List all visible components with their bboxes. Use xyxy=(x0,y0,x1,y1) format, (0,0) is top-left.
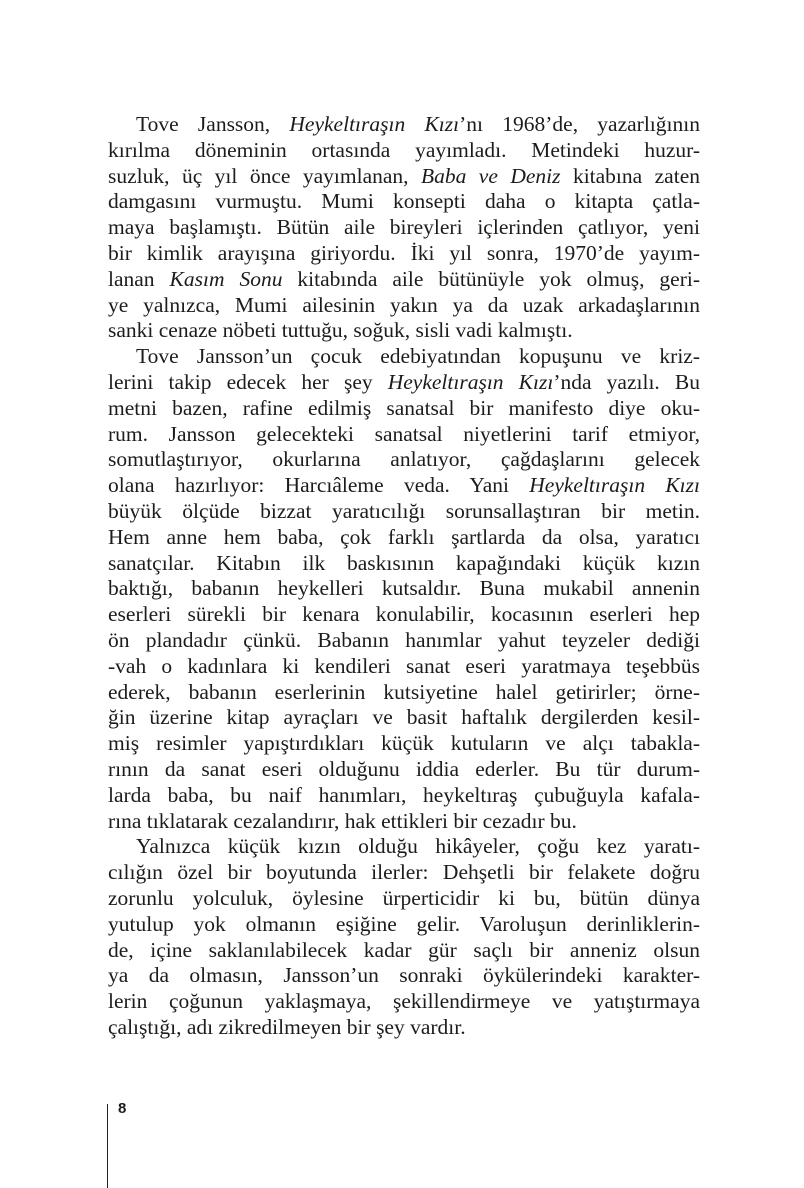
text-line xyxy=(108,215,700,241)
text-line xyxy=(108,293,700,319)
text-run: çalıştığı, adı zikredilmeyen bir şey vardır. xyxy=(108,1014,466,1039)
text-line xyxy=(108,318,700,344)
text-line xyxy=(108,705,700,731)
text-line xyxy=(108,576,700,602)
text-run: büyük ölçüde bizzat yaratıcılığı sorunsallaştıran bir metin. xyxy=(108,498,700,523)
text-line xyxy=(108,860,700,886)
italic-title: Kasım Sonu xyxy=(169,266,283,291)
text-run: cılığın özel bir boyutunda ilerler: Dehşetli bir felakete doğru xyxy=(108,860,700,885)
text-run: olana hazırlıyor: Harcıâleme veda. Yani xyxy=(108,473,530,498)
text-line xyxy=(108,112,700,138)
italic-title: Heykeltıraşın Kızı xyxy=(387,369,554,394)
text-line xyxy=(108,938,700,964)
text-run: yutulup yok olmanın eşiğine gelir. Varoluşun derinliklerin- xyxy=(108,911,700,936)
text-run: ğin üzerine kitap ayraçları ve basit haftalık dergilerden kesil- xyxy=(108,705,700,730)
text-run: lanan xyxy=(108,266,170,291)
text-run: ’nda yazılı. Bu xyxy=(553,369,700,394)
text-line xyxy=(108,680,700,706)
text-line xyxy=(108,731,700,757)
text-line xyxy=(108,963,700,989)
text-run: rına tıklatarak cezalandırır, hak ettikleri bir cezadır bu. xyxy=(108,808,577,833)
italic-title: Heykeltıraşın Kızı xyxy=(289,112,460,136)
text-line xyxy=(108,989,700,1015)
italic-title: Heykeltıraşın Kızı xyxy=(529,473,700,498)
text-run: miş resimler yapıştırdıkları küçük kutuların ve alçı tabakla- xyxy=(108,731,700,756)
text-run: lerini takip edecek her şey xyxy=(108,369,388,394)
text-run: Hem anne hem baba, çok farklı şartlarda da olsa, yaratıcı xyxy=(108,524,700,549)
text-line xyxy=(108,370,700,396)
text-run: rının da sanat eseri olduğunu iddia ederler. Bu tür durum- xyxy=(108,756,700,781)
text-line xyxy=(108,499,700,525)
text-line xyxy=(108,422,700,448)
text-line xyxy=(108,809,700,835)
text-run: ön plandadır çünkü. Babanın hanımlar yahut teyzeler dediği xyxy=(108,627,700,652)
text-line xyxy=(108,241,700,267)
text-line xyxy=(108,267,700,293)
text-run: sanatçılar. Kitabın ilk baskısının kapağındaki küçük kızın xyxy=(108,550,700,575)
text-run: lerin çoğunun yaklaşmaya, şekillendirmeye ve yatıştırmaya xyxy=(108,989,700,1014)
text-line xyxy=(108,602,700,628)
text-run: -vah o kadınlara ki kendileri sanat eseri yaratmaya teşebbüs xyxy=(108,653,700,678)
text-line xyxy=(108,525,700,551)
text-run: baktığı, babanın heykelleri kutsaldır. Buna mukabil annenin xyxy=(108,576,700,601)
text-run: kitabına zaten xyxy=(560,163,700,188)
text-run: bir kimlik arayışına giriyordu. İki yıl sonra, 1970’de yayım- xyxy=(108,240,700,265)
text-run: suzluk, üç yıl önce yayımlanan, xyxy=(108,163,421,188)
text-line xyxy=(108,164,700,190)
text-line xyxy=(108,189,700,215)
text-run: Yalnızca küçük kızın olduğu hikâyeler, çoğu kez yaratı- xyxy=(136,834,700,859)
text-line xyxy=(108,912,700,938)
text-run: kitabında aile bütünüyle yok olmuş, geri- xyxy=(282,266,700,291)
text-line xyxy=(108,551,700,577)
text-run: ya da olmasın, Jansson’un sonraki öykülerindeki karakter- xyxy=(108,963,700,988)
text-run: larda baba, bu naif hanımları, heykeltıraş çubuğuyla kafala- xyxy=(108,782,700,807)
text-run: Tove Jansson’un çocuk edebiyatından kopuşunu ve kriz- xyxy=(136,344,700,369)
text-line xyxy=(108,473,700,499)
body-text xyxy=(108,112,700,1041)
text-run: metni bazen, rafine edilmiş sanatsal bir manifesto diye oku- xyxy=(108,395,700,420)
text-run: kırılma döneminin ortasında yayımladı. Metindeki huzur- xyxy=(108,137,700,162)
text-run: rum. Jansson gelecekteki sanatsal niyetlerini tarif etmiyor, xyxy=(108,421,700,446)
text-run: ederek, babanın eserlerinin kutsiyetine halel getirirler; örne- xyxy=(108,679,700,704)
italic-title: Baba ve Deniz xyxy=(420,163,561,188)
text-run: Tove Jansson, xyxy=(136,112,290,136)
text-line xyxy=(108,344,700,370)
text-line xyxy=(108,138,700,164)
page-number: 8 xyxy=(118,1100,127,1117)
text-line xyxy=(108,783,700,809)
text-run: ye yalnızca, Mumi ailesinin yakın ya da uzak arkadaşlarının xyxy=(108,292,700,317)
text-line xyxy=(108,834,700,860)
text-line xyxy=(108,886,700,912)
text-run: eserleri sürekli bir kenara konulabilir, kocasının eserleri hep xyxy=(108,602,700,627)
text-run: zorunlu yolculuk, öylesine ürperticidir ki bu, bütün dünya xyxy=(108,885,700,910)
margin-rule xyxy=(107,1104,108,1188)
text-line xyxy=(108,396,700,422)
text-line xyxy=(108,1015,700,1041)
text-run: sanki cenaze nöbeti tuttuğu, soğuk, sisli vadi kalmıştı. xyxy=(108,318,573,343)
text-run: somutlaştırıyor, okurlarına anlatıyor, çağdaşlarını gelecek xyxy=(108,447,700,472)
text-line xyxy=(108,757,700,783)
text-run: ’nı 1968’de, yazarlığının xyxy=(459,112,700,136)
text-line xyxy=(108,628,700,654)
text-run: maya başlamıştı. Bütün aile bireyleri içlerinden çatlıyor, yeni xyxy=(108,215,700,240)
text-run: de, içine saklanılabilecek kadar gür saçlı bir anneniz olsun xyxy=(108,937,700,962)
text-line xyxy=(108,654,700,680)
text-run: damgasını vurmuştu. Mumi konsepti daha o kitapta çatla- xyxy=(108,189,700,214)
text-line xyxy=(108,447,700,473)
